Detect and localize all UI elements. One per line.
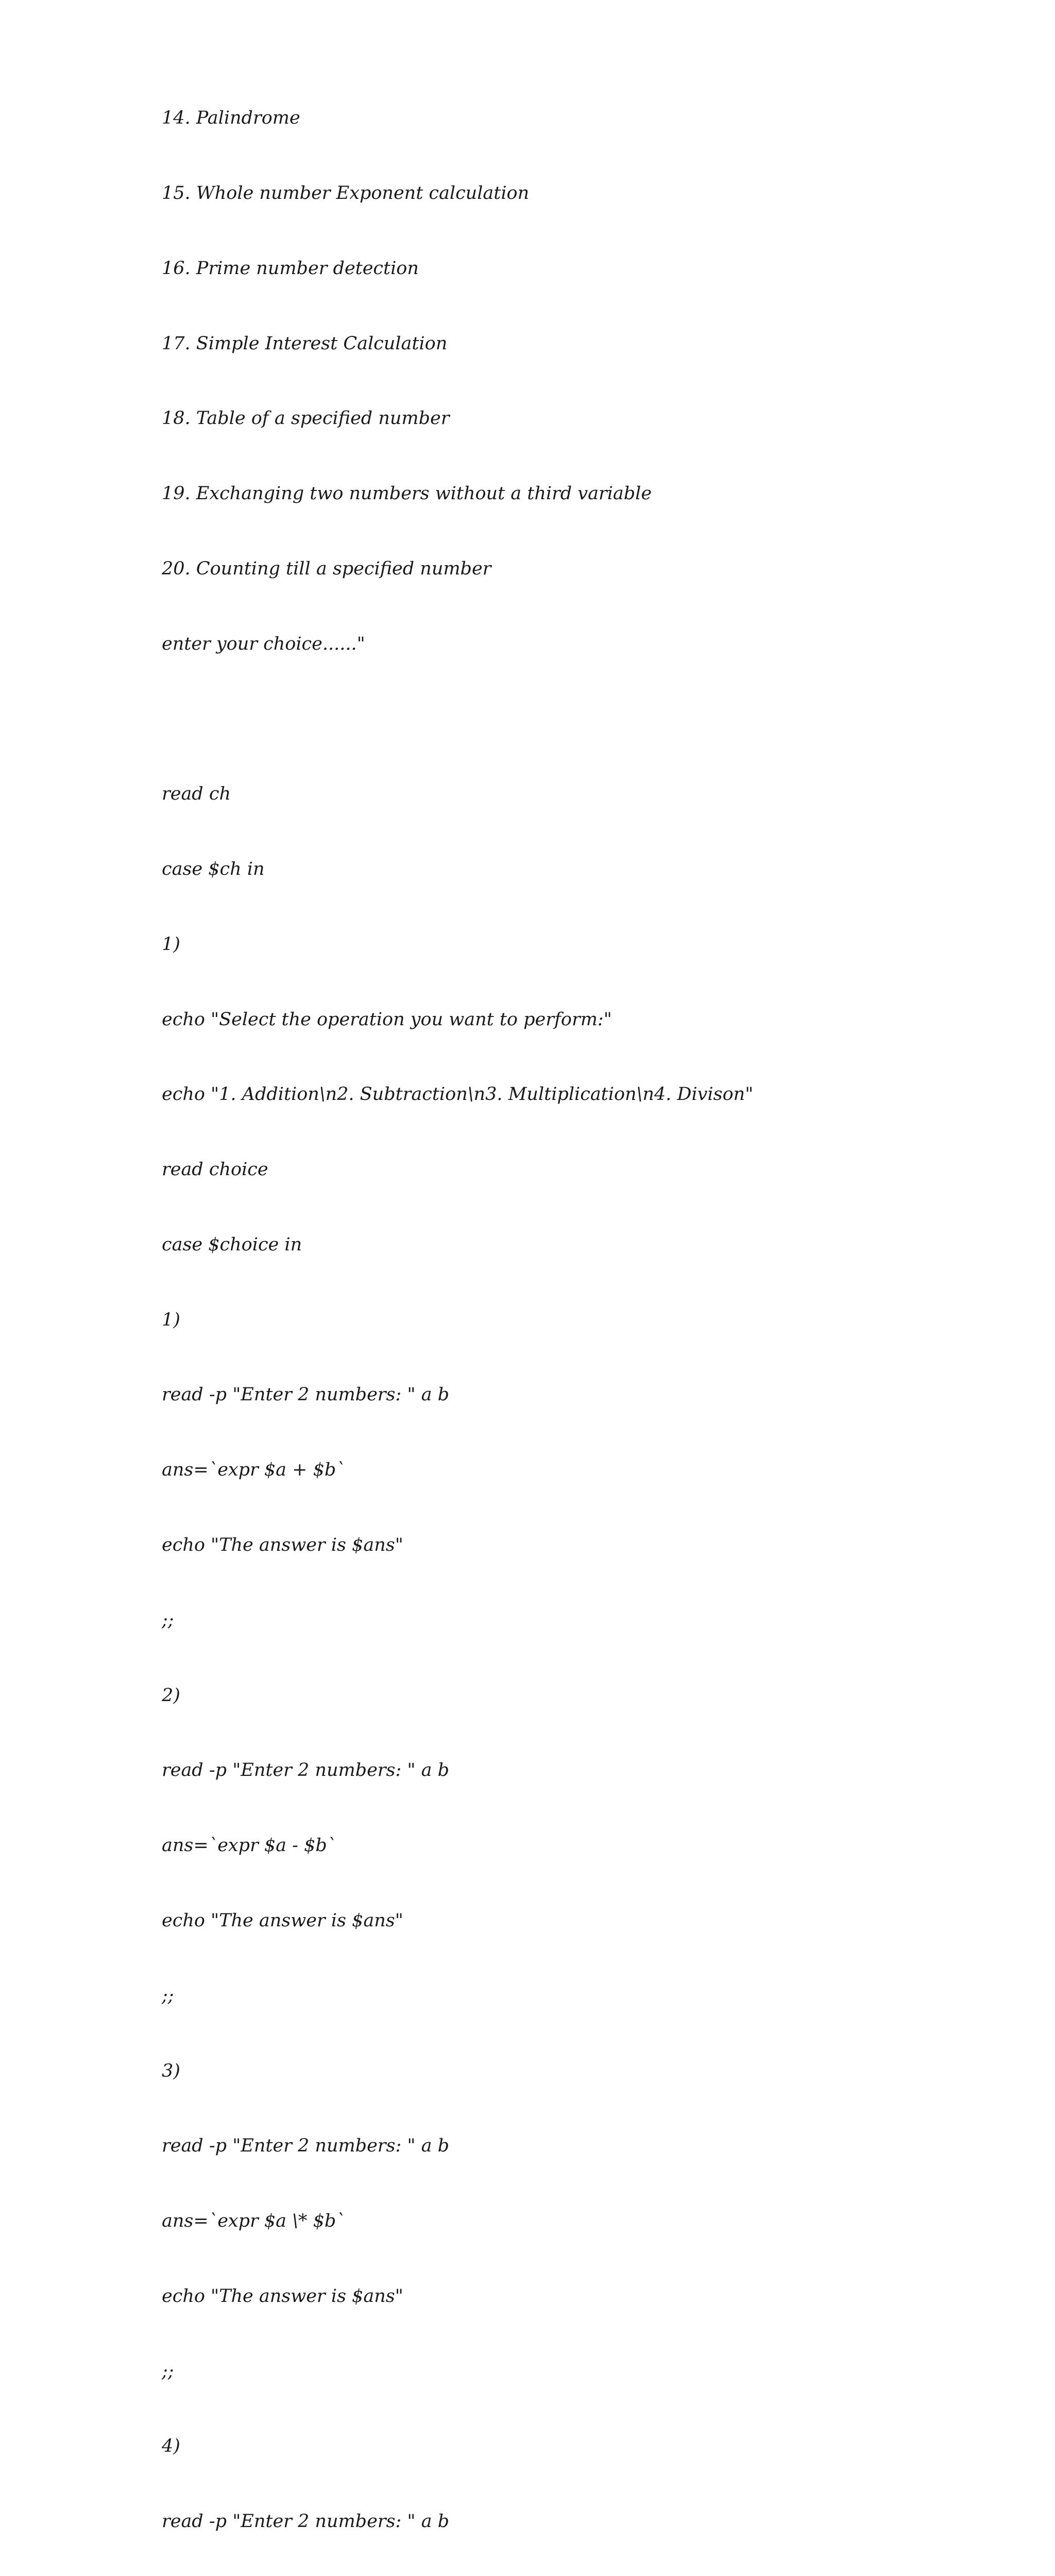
text-line: ;; bbox=[162, 1985, 174, 2006]
code-listing bbox=[162, 56, 1012, 2576]
blank-line bbox=[162, 706, 1012, 732]
text-line: echo "The answer is $ans" bbox=[162, 2285, 403, 2307]
text-line: read -p "Enter 2 numbers: " a b bbox=[162, 1384, 450, 1405]
text-line: 15. Whole number Exponent calculation bbox=[162, 182, 530, 204]
text-line: enter your choice......" bbox=[162, 633, 365, 654]
text-line: 19. Exchanging two numbers without a third variable bbox=[162, 483, 652, 504]
text-line: ans=`expr $a - $b` bbox=[162, 1835, 336, 1856]
text-line: 1) bbox=[162, 1309, 180, 1330]
text-line: echo "The answer is $ans" bbox=[162, 1535, 403, 1556]
text-line: 3) bbox=[162, 2060, 180, 2081]
text-line: 1) bbox=[162, 934, 180, 955]
text-line: 4) bbox=[162, 2436, 180, 2457]
text-line: read -p "Enter 2 numbers: " a b bbox=[162, 1760, 450, 1781]
text-line: case $ch in bbox=[162, 859, 265, 879]
text-line: 16. Prime number detection bbox=[162, 258, 419, 279]
text-line: read -p "Enter 2 numbers: " a b bbox=[162, 2136, 450, 2157]
text-line: 20. Counting till a specified number bbox=[162, 558, 491, 579]
text-line: ;; bbox=[162, 2361, 174, 2382]
text-line: 14. Palindrome bbox=[162, 108, 300, 129]
text-line: 17. Simple Interest Calculation bbox=[162, 333, 448, 354]
text-line: 2) bbox=[162, 1685, 180, 1706]
text-line: read -p "Enter 2 numbers: " a b bbox=[162, 2511, 450, 2532]
text-line: ans=`expr $a \* $b` bbox=[162, 2211, 345, 2232]
text-line: echo "The answer is $ans" bbox=[162, 1910, 403, 1931]
text-line: 18. Table of a specified number bbox=[162, 408, 450, 429]
text-line: echo "Select the operation you want to perform:" bbox=[162, 1009, 612, 1030]
text-line: read choice bbox=[162, 1159, 268, 1180]
text-line: case $choice in bbox=[162, 1234, 302, 1255]
text-line: read ch bbox=[162, 784, 231, 805]
text-line: echo "1. Addition\n2. Subtraction\n3. Multiplication\n4. Divison" bbox=[162, 1084, 754, 1105]
text-line: ;; bbox=[162, 1609, 174, 1631]
text-line: ans=`expr $a + $b` bbox=[162, 1460, 345, 1481]
